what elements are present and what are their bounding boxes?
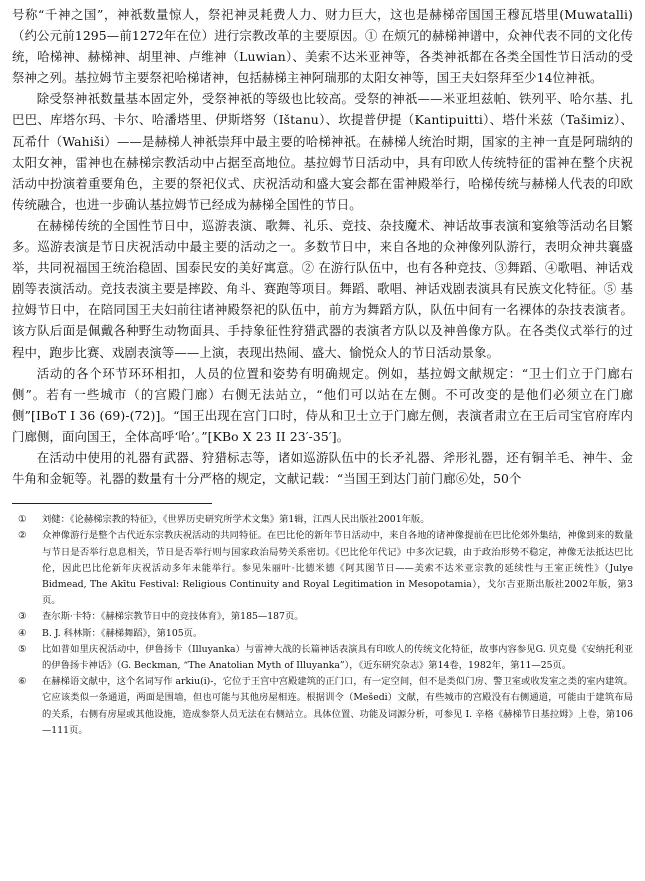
paragraph-4: 活动的各个环节环环相扣，人员的位置和姿势有明确规定。例如，基拉姆文献规定：“卫士们立于门廊右侧”。若有一些城市（的宫殿门廊）右侧无法站立，“他们可以站在左侧。不可改变的是他们必须立在门廊侧”[IBoT I 36 (69)-(72)]。“国王出现在宫门口时，侍从和卫士立于门廊左侧，表演者肃立在王后司宝官府库内门廊侧，面向国王，全体高呼‘哈’。”[KBo X 23 II 23′-35′]。 <box>12 365 633 444</box>
footnote-number: ④ <box>18 627 27 639</box>
footnote-text: 众神像游行是整个古代近东宗教庆祝活动的共同特征。在巴比伦的新年节日活动中，来自各地的诸神像提前在巴比伦郊外集结，神像到来的数量与节日是否举行息息相关，节日是否举行则与国家政治局势关系密切。《巴比伦年代记》中多次记载，由于政治形势不稳定，神像无法抵达巴比伦，因此巴比伦新年庆祝活动多年未能举行。参见朱丽叶·比德米德《阿其图节日——美索不达米亚宗教的延续性与王室正统性》（Julye Bidmead, The Akītu Festival: Religious Continuity and Royal Legitimation in Mesopotamia），戈尔吉亚斯出版社2002年版，第3页。 <box>42 530 633 607</box>
footnote-4 <box>12 626 633 642</box>
paragraph-5: 在活动中使用的礼器有武器、狩猎标志等，诸如巡游队伍中的长矛礼器、斧形礼器，还有铜羊毛、神牛、金牛角和金轭等。礼器的数量有十分严格的规定，文献记载：“当国王到达门前门廊⑥处，50个 <box>12 449 633 487</box>
footnote-2 <box>12 528 633 609</box>
footnotes <box>12 512 633 739</box>
footnote-number: ⑤ <box>18 643 27 655</box>
footnote-5 <box>12 642 633 674</box>
footnote-text: 比如普如里庆祝活动中，伊鲁扬卡（Illuyanka）与雷神大战的长篇神话表演具有印欧人的传统文化特征，故事内容参见G. 贝克曼《安纳托利亚的伊鲁扬卡神话》（G. Beckman, “The Anatolian Myth of Illuyanka”），《近东研究杂志》第14卷，1982年，第11—25页。 <box>42 643 633 671</box>
footnote-6 <box>12 674 633 739</box>
footnote-3 <box>12 609 633 625</box>
footnote-number: ① <box>18 514 27 526</box>
footnote-text: 在赫梯语文献中，这个名词写作 arkiu(i)-，它位于王宫中宫殿建筑的正门口，有一定空间，但不是类似门房、警卫室或收发室之类的室内建筑。它应该类似一条通道，两面是围墙，但也可能与其他房屋相连。根据训令（Mešedi）文献，有些城市的宫殿没有右侧通道，可能由于建筑布局的关系，右侧有房屋或其他设施，造成参祭人员无法在右侧站立。具体位置、功能及词源分析，可参见 I. 辛格《赫梯节日基拉姆》上卷，第106—111页。 <box>42 676 633 736</box>
footnote-text: B. J. 科林斯：《赫梯舞蹈》，第105页。 <box>42 627 203 639</box>
paragraph-1: 号称“千神之国”，神祇数量惊人，祭祀神灵耗费人力、财力巨大，这也是赫梯帝国国王穆瓦塔里(Muwatalli)（约公元前1295—前1272年在位）进行宗教改革的主要原因。① 在烦冗的赫梯神谱中，众神代表不同的文化传统，哈梯神、赫梯神、胡里神、卢维神（Luwian）、美索不达米亚神等，各类神祇都在各类全国性节日活动的受祭神之列。基拉姆节主要祭祀哈梯诸神，包括赫梯主神阿瑞那的太阳女神等，国王夫妇祭拜至少14位神祇。 <box>12 7 633 86</box>
paragraph-2: 除受祭神祇数量基本固定外，受祭神祇的等级也比较高。受祭的神祇——米亚坦兹帕、铁列平、哈尔基、扎巴巴、库塔尔玛、卡尔、哈潘塔里、伊斯塔努（Ištanu）、坎提普伊提（Kantipuitti）、塔什米兹（Tašimiz）、瓦希什（Wahiši）——是赫梯人神祇崇拜中最主要的哈梯神祇。在赫梯人统治时期，国家的主神一直是阿瑞纳的太阳女神，雷神也在赫梯宗教活动中占据至高地位。基拉姆节日活动中，具有印欧人传统特征的雷神在整个庆祝活动中扮演着重要角色，主要的祭祀仪式、庆祝活动和盛大宴会都在雷神殿举行，哈梯传统与赫梯人代表的印欧传统融合，也进一步确认基拉姆节已经成为赫梯全国性的节日。 <box>12 91 633 212</box>
footnote-number: ③ <box>18 611 27 623</box>
body-text <box>12 4 633 489</box>
footnote-1 <box>12 512 633 528</box>
footnote-text: 查尔斯·卡特：《赫梯宗教节日中的竞技体育》，第185—187页。 <box>42 611 304 623</box>
footnote-number: ⑥ <box>18 676 27 688</box>
footnote-divider <box>12 503 212 504</box>
footnote-number: ② <box>18 530 27 542</box>
paragraph-3: 在赫梯传统的全国性节日中，巡游表演、歌舞、礼乐、竞技、杂技魔术、神话故事表演和宴飨等活动名目繁多。巡游表演是节日庆祝活动中最主要的活动之一。多数节日中，来自各地的众神像列队游行，表明众神共襄盛举，共同祝福国王统治稳固、国泰民安的美好寓意。② 在游行队伍中，也有各种竞技、③舞蹈、④歌唱、神话戏剧等表演活动。竞技表演主要是摔跤、角斗、赛跑等项目。舞蹈、歌唱、神话戏剧表演具有民族文化特征。⑤ 基拉姆节日中，在陪同国王夫妇前往诸神殿祭祀的队伍中，前方为舞蹈方队，队伍中间有一名裸体的杂技表演者。该方队后面是佩戴各种野生动物面具、手持象征性狩猎武器的表演者方队以及神兽像方队。在各类仪式举行的过程中，跑步比赛、戏剧表演等——上演，表现出热闹、盛大、愉悦众人的节日活动景象。 <box>12 217 633 360</box>
footnote-text: 刘健：《论赫梯宗教的特征》，《世界历史研究所学术文集》第1辑，江西人民出版社2001年版。 <box>42 514 430 526</box>
